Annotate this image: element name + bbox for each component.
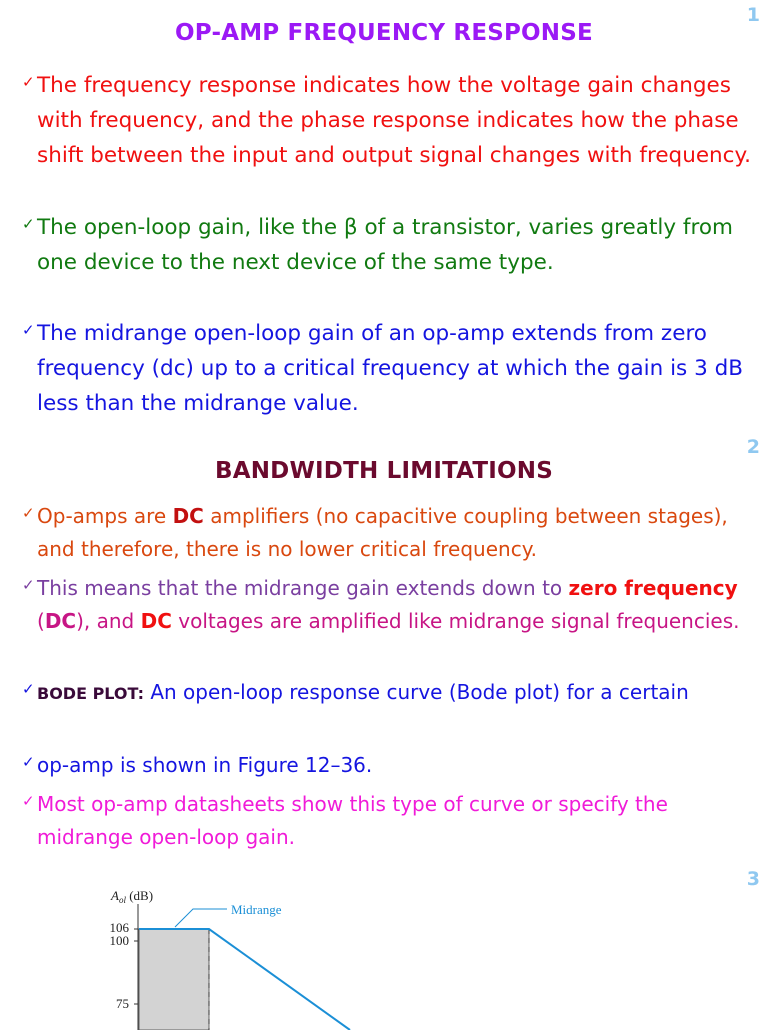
check-icon: ✓ xyxy=(22,504,35,522)
midrange-region xyxy=(139,929,209,1030)
check-icon: ✓ xyxy=(22,792,35,810)
bullet-datasheets: ✓ Most op-amp datasheets show this type of curve or specify the midrange open-loop gain. xyxy=(22,788,752,853)
tick-label-106: 106 xyxy=(109,920,129,935)
check-icon: ✓ xyxy=(22,576,35,594)
bullet-dc-amplifiers: ✓ Op-amps are DC amplifiers (no capacitive coupling between stages), and therefore, there is no lower critical frequency. xyxy=(22,500,752,565)
slide-number-1: 1 xyxy=(746,4,760,26)
bullet-frequency-response: ✓ The frequency response indicates how the voltage gain changes with frequency, and the phase response indicates how the phase shift between the input and output signal changes with frequency. xyxy=(22,68,752,173)
tick-label-75: 75 xyxy=(116,996,129,1011)
slide-number-2: 2 xyxy=(746,436,760,458)
midrange-label: Midrange xyxy=(231,902,282,917)
bullet-midrange-gain: ✓ The midrange open-loop gain of an op-amp extends from zero frequency (dc) up to a critical frequency at which the gain is 3 dB less than the midrange value. xyxy=(22,316,752,421)
slide-title-2: BANDWIDTH LIMITATIONS xyxy=(214,458,554,484)
slide-title-1: OP-AMP FREQUENCY RESPONSE xyxy=(175,20,593,46)
check-icon: ✓ xyxy=(22,321,35,339)
check-icon: ✓ xyxy=(22,680,35,698)
bode-plot-figure xyxy=(95,880,515,1030)
check-icon: ✓ xyxy=(22,753,35,771)
bullet-bode-plot: ✓ BODE PLOT: An open-loop response curve (Bode plot) for a certain xyxy=(22,676,752,711)
bullet-zero-frequency: ✓ This means that the midrange gain extends down to zero frequency (DC), and DC voltages are amplified like midrange signal frequencies. xyxy=(22,572,752,637)
y-axis-label: $A_{ol}$ (dB) xyxy=(111,888,154,905)
bullet-figure-ref: ✓ op-amp is shown in Figure 12–36. xyxy=(22,749,752,782)
check-icon: ✓ xyxy=(22,215,35,233)
midrange-callout-line xyxy=(175,909,227,927)
tick-label-100: 100 xyxy=(109,933,129,948)
bullet-open-loop-gain: ✓ The open-loop gain, like the β of a transistor, varies greatly from one device to the next device of the same type. xyxy=(22,210,752,280)
slide-number-3: 3 xyxy=(746,868,760,890)
check-icon: ✓ xyxy=(22,73,35,91)
